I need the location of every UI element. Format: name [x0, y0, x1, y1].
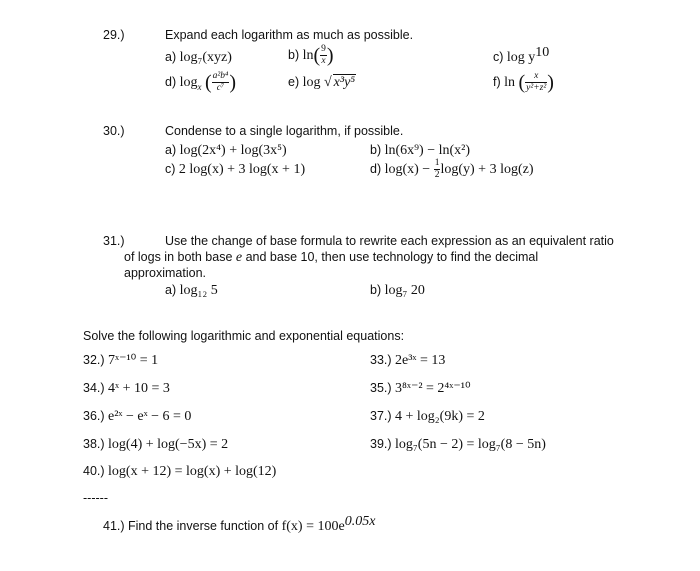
equation-32 — [83, 352, 158, 369]
problem-41-exponent: 0.05x — [344, 513, 376, 529]
equation-number: 40.) — [83, 464, 109, 478]
equation-number: 32.) — [83, 353, 109, 367]
equation-expr: 7ˣ⁻¹⁰ = 1 — [108, 353, 159, 368]
problem-29c — [493, 44, 550, 66]
expr-30d-post: log(y) + 3 log(z) — [440, 161, 534, 177]
equation-40 — [83, 463, 276, 480]
log-x-prefix: $\log_x$ — [179, 74, 202, 92]
label-a: a) — [165, 143, 180, 157]
equation-36 — [83, 408, 191, 425]
expr-29a: log₇(xyz) — [179, 50, 232, 65]
equation-expr: log(4) + log(−5x) = 2 — [108, 437, 229, 452]
equation-33 — [370, 352, 445, 369]
label-d: d) — [165, 74, 180, 89]
problem-31b — [370, 282, 425, 299]
line2-text-start: of logs in both base — [124, 250, 236, 264]
equation-expr: log(x + 12) = log(x) + log(12) — [108, 464, 277, 479]
problem-31a — [165, 282, 218, 299]
problem-29f: f) ln ( $\frac{x}{\text{y²+z²}}$ ) — [493, 71, 554, 94]
equation-39 — [370, 436, 546, 453]
expr-30d-pre: log(x) − — [384, 161, 434, 177]
equation-37 — [370, 408, 485, 425]
base-e-symbol: e — [235, 250, 243, 265]
problem-41 — [103, 513, 376, 535]
label-d: d) — [370, 161, 385, 176]
problem-30a — [165, 142, 287, 159]
problem-30c — [165, 161, 305, 178]
fraction-29b — [320, 44, 327, 67]
problem-29b: b) ln( $\frac{9}{x}$ ) — [288, 44, 334, 67]
equation-number: 34.) — [83, 381, 109, 395]
problem-30d — [370, 158, 534, 181]
problem-30-number: 30.) — [103, 124, 125, 138]
equation-expr: 3⁸ˣ⁻² = 2⁴ˣ⁻¹⁰ — [395, 381, 471, 396]
equation-35 — [370, 380, 471, 397]
fraction-29f — [525, 71, 547, 94]
problem-30-instruction: Condense to a single logarithm, if possible. — [165, 124, 404, 138]
label-f: f) — [493, 74, 505, 89]
label-a: a) — [165, 50, 180, 64]
equation-38 — [83, 436, 228, 453]
equation-expr: 4 + log₂(9k) = 2 — [395, 409, 485, 424]
equation-number: 38.) — [83, 437, 109, 451]
problem-29a — [165, 49, 232, 66]
problem-29d: d) $\log_x$ ( $\frac{\text{a²b⁴}}{\text{c⁷}}$ ) — [165, 71, 236, 94]
equation-number: 37.) — [370, 409, 396, 423]
problem-31-line1: Use the change of base formula to rewrite each expression as an equivalent ratio — [165, 234, 614, 248]
expr-30c: 2 log(x) + 3 log(x + 1) — [178, 162, 306, 177]
equation-expr: log₇(5n − 2) = log₇(8 − 5n) — [395, 437, 546, 452]
fraction-denominator: 2 — [434, 170, 440, 180]
label-c: c) — [165, 162, 179, 176]
fraction-numerator: 1 — [434, 158, 440, 168]
ln-prefix: ln — [504, 74, 519, 90]
expr-31b: log₇ 20 — [384, 283, 425, 298]
fraction-numerator: a²b⁴ — [212, 71, 229, 81]
fraction-denominator: y²+z² — [526, 83, 547, 93]
equation-expr: 4ˣ + 10 = 3 — [108, 381, 170, 396]
ln-prefix: ln — [302, 47, 314, 63]
equation-expr: e²ˣ − eˣ − 6 = 0 — [108, 409, 192, 424]
problem-29-instruction: Expand each logarithm as much as possible. — [165, 28, 414, 42]
sqrt-radicand: x³y⁵ — [333, 75, 356, 90]
log-prefix: log — [302, 75, 324, 90]
problem-41-expr: f(x) = 100e — [281, 519, 345, 534]
separator-dashes: ------ — [83, 491, 108, 505]
label-e: e) — [288, 75, 303, 89]
problem-29e — [288, 74, 356, 91]
equation-number: 33.) — [370, 353, 396, 367]
expr-31a: log₁₂ 5 — [179, 283, 218, 298]
expr-29c-base: log y — [506, 50, 536, 65]
label-c: c) — [493, 50, 507, 64]
problem-31-line2 — [124, 249, 538, 266]
label-b: b) — [370, 283, 385, 297]
solve-heading: Solve the following logarithmic and exponential equations: — [83, 329, 405, 343]
equation-number: 35.) — [370, 381, 396, 395]
equation-34 — [83, 380, 170, 397]
fraction-denominator: x — [321, 56, 326, 66]
label-b: b) — [370, 143, 385, 157]
expr-30a: log(2x⁴) + log(3x⁵) — [179, 143, 287, 158]
expr-29c-exp: 10 — [535, 44, 550, 60]
label-b: b) — [288, 47, 303, 62]
problem-31-line3: approximation. — [124, 266, 206, 280]
problem-31-number: 31.) — [103, 234, 125, 248]
label-a: a) — [165, 283, 180, 297]
fraction-numerator: 9 — [321, 44, 326, 54]
line2-text-end: and base 10, then use technology to find the decimal — [242, 250, 539, 264]
problem-29-number: 29.) — [103, 28, 125, 42]
expr-30b: ln(6x⁹) − ln(x²) — [384, 143, 470, 158]
problem-30b — [370, 142, 470, 159]
equation-expr: 2e³ˣ = 13 — [395, 353, 446, 368]
fraction-denominator: c⁷ — [216, 83, 225, 93]
equation-number: 39.) — [370, 437, 396, 451]
fraction-numerator: x — [525, 71, 547, 83]
sqrt-symbol: √ — [323, 75, 332, 90]
fraction-29d — [212, 71, 230, 94]
problem-41-text: 41.) Find the inverse function of — [103, 519, 282, 533]
equation-number: 36.) — [83, 409, 109, 423]
